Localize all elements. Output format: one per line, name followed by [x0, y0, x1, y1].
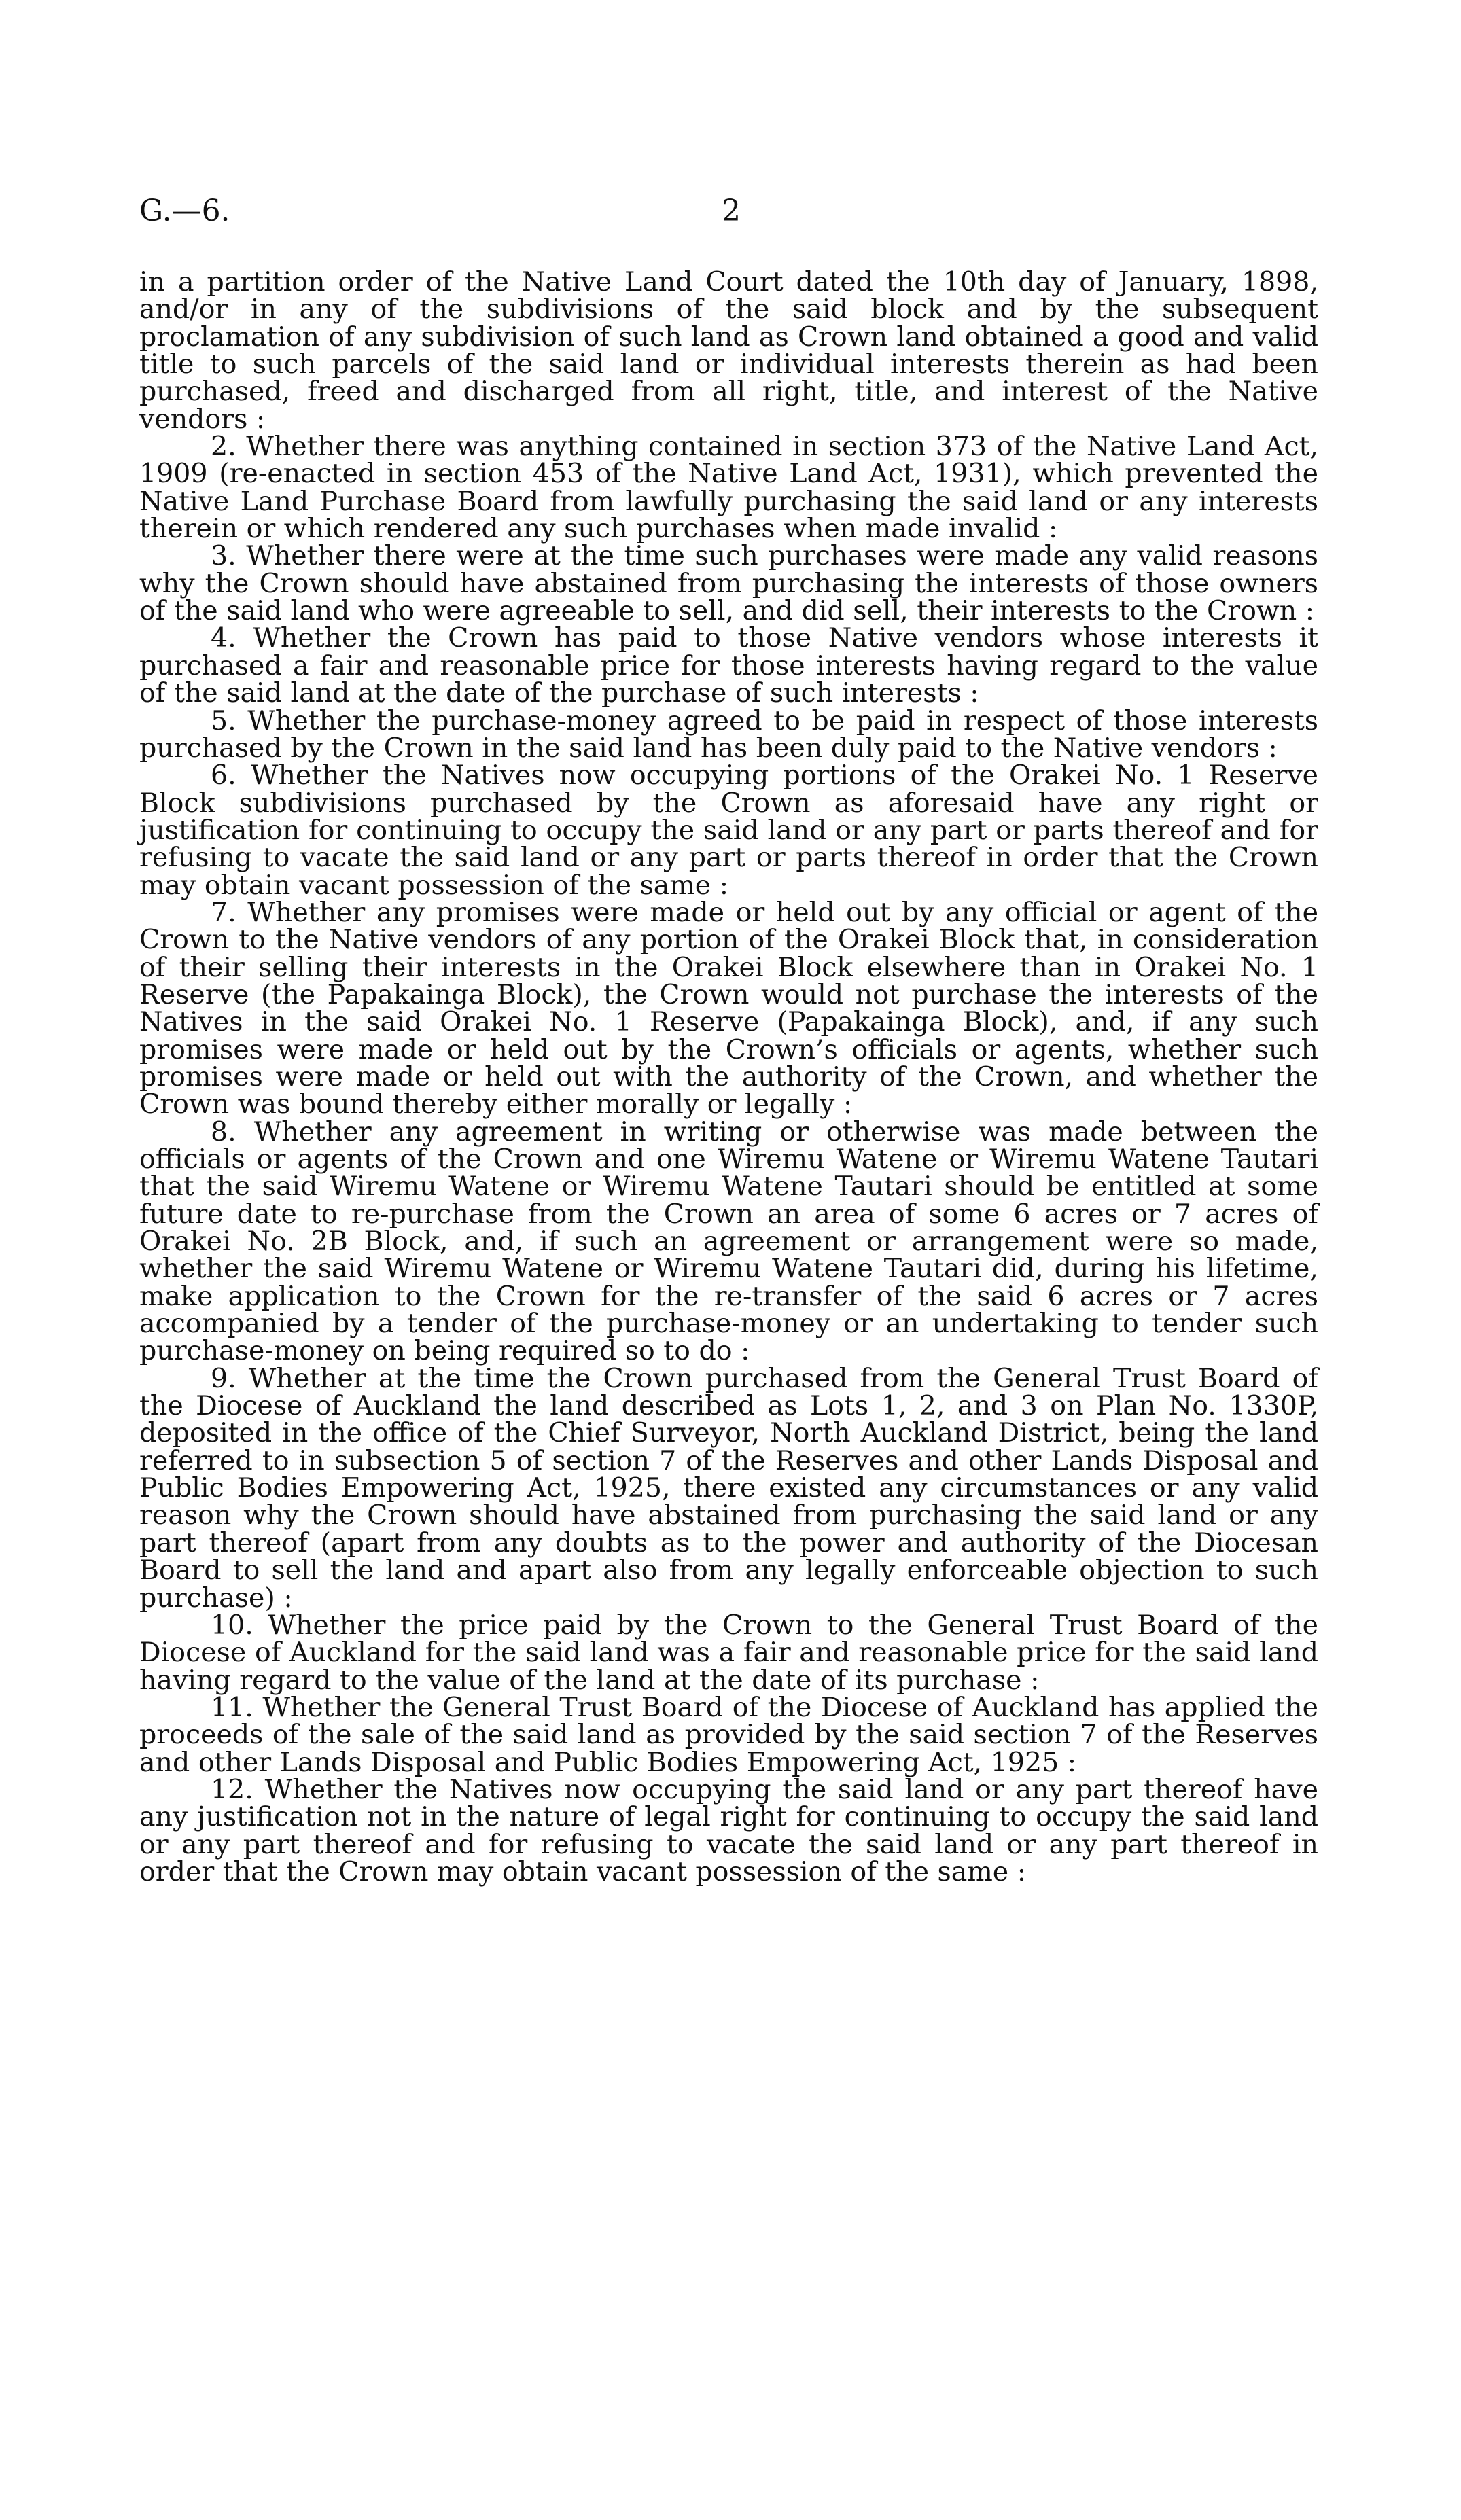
- paragraph-8: 8. Whether any agreement in writing or otherwise was made between the officials or agents of the Crown and one Wiremu Watene or Wiremu Watene Tautari that the said Wiremu Watene or Wiremu Watene Tautari should be entitled at some future date to re-purchase from the Crown an area of some 6 acres or 7 acres of Orakei No. 2B Block, and, if such an agreement or arrangement were so made, whether the said Wiremu Watene or Wiremu Watene Tautari did, during his lifetime, make application to the Crown for the re-transfer of the said 6 acres or 7 acres accompanied by a tender of the purchase-money or an undertaking to tender such purchase-money on being required so to do :: [139, 1116, 1318, 1367]
- page-number: 2: [722, 194, 741, 228]
- paragraph-2: 2. Whether there was anything contained in section 373 of the Native Land Act, 1909 (re-enacted in section 453 of the Native Land Act, 1931), which prevented the Native Land Purchase Board from lawfully purchasing the said land or any interests therein or which rendered any such purchases when made invalid :: [139, 431, 1318, 545]
- paragraph-6: 6. Whether the Natives now occupying portions of the Orakei No. 1 Reserve Block subdivisions purchased by the Crown as aforesaid have any right or justification for continuing to occupy the said land or any part or parts thereof and for refusing to vacate the said land or any part or parts thereof in order that the Crown may obtain vacant possession of the same :: [139, 760, 1318, 901]
- paragraph-4: 4. Whether the Crown has paid to those Native vendors whose interests it purchased a fair and reasonable price for those interests having regard to the value of the said land at the date of the purchase of such interests :: [139, 622, 1318, 709]
- page-header: [139, 194, 1318, 234]
- paragraph-9: 9. Whether at the time the Crown purchased from the General Trust Board of the Diocese of Auckland the land described as Lots 1, 2, and 3 on Plan No. 1330P, deposited in the office of the Chief Surveyor, North Auckland District, being the land referred to in subsection 5 of section 7 of the Reserves and other Lands Disposal and Public Bodies Empowering Act, 1925, there existed any circumstances or any valid reason why the Crown should have abstained from purchasing the said land or any part thereof (apart from any doubts as to the power and authority of the Diocesan Board to sell the land and apart also from any legally enforceable objection to such purchase) :: [139, 1362, 1318, 1614]
- paragraph-3: 3. Whether there were at the time such purchases were made any valid reasons why the Crown should have abstained from purchasing the interests of those owners of the said land who were agreeable to sell, and did sell, their interests to the Crown :: [139, 540, 1318, 627]
- paragraph-10: 10. Whether the price paid by the Crown to the General Trust Board of the Diocese of Auckland for the said land was a fair and reasonable price for the said land having regard to the value of the land at the date of its purchase :: [139, 1609, 1318, 1696]
- body-text: [139, 268, 1318, 1885]
- document-code: G.—6.: [139, 194, 230, 228]
- paragraph-7: 7. Whether any promises were made or held out by any official or agent of the Crown to the Native vendors of any portion of the Orakei Block that, in consideration of their selling their interests in the Orakei Block elsewhere than in Orakei No. 1 Reserve (the Papakainga Block), the Crown would not purchase the interests of the Natives in the said Orakei No. 1 Reserve (Papakainga Block), and, if any such promises were made or held out by the Crown’s officials or agents, whether such promises were made or held out with the authority of the Crown, and whether the Crown was bound thereby either morally or legally :: [139, 896, 1318, 1120]
- paragraph-5: 5. Whether the purchase-money agreed to be paid in respect of those interests purchased by the Crown in the said land has been duly paid to the Native vendors :: [139, 705, 1318, 764]
- paragraph-continuation: in a partition order of the Native Land Court dated the 10th day of January, 1898, and/or in any of the subdivisions of the said block and by the subsequent proclamation of any subdivision of such land as Crown land obtained a good and valid title to such parcels of the said land or individual interests therein as had been purchased, freed and discharged from all right, title, and interest of the Native vendors :: [139, 266, 1318, 435]
- paragraph-11: 11. Whether the General Trust Board of the Diocese of Auckland has applied the proceeds of the sale of the said land as provided by the said section 7 of the Reserves and other Lands Disposal and Public Bodies Empowering Act, 1925 :: [139, 1691, 1318, 1778]
- paragraph-12: 12. Whether the Natives now occupying the said land or any part thereof have any justification not in the nature of legal right for continuing to occupy the said land or any part thereof and for refusing to vacate the said land or any part thereof in order that the Crown may obtain vacant possession of the same :: [139, 1773, 1318, 1887]
